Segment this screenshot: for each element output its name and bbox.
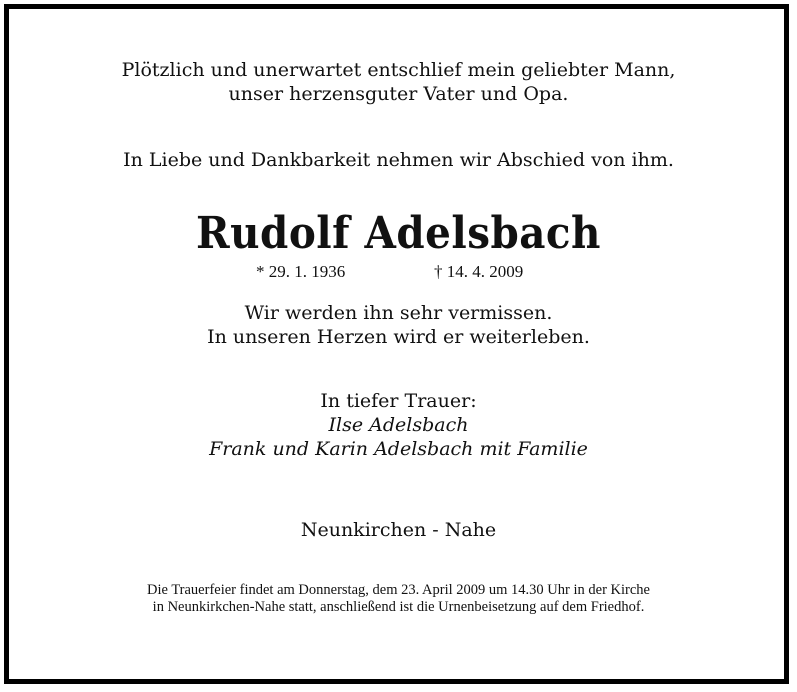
death-date: † 14. 4. 2009 — [434, 262, 524, 281]
farewell-text — [0, 148, 797, 172]
remembrance-text — [0, 301, 797, 349]
intro-line-2: unser herzensguter Vater und Opa. — [228, 83, 569, 105]
signer-1: Ilse Adelsbach — [328, 414, 469, 436]
service-line-2: in Neunkirkchen-Nahe statt, anschließend ist die Urnenbeisetzung auf dem Friedhof. — [152, 599, 645, 615]
mourning-heading: In tiefer Trauer: — [320, 390, 477, 412]
birth-date: * 29. 1. 1936 — [256, 262, 346, 281]
place-name: Neunkirchen - Nahe — [300, 519, 497, 541]
remembrance-line-1: Wir werden ihn sehr vermissen. — [244, 302, 553, 324]
signer-2: Frank und Karin Adelsbach mit Familie — [209, 438, 588, 460]
deceased-name: Rudolf Adelsbach — [196, 208, 601, 259]
remembrance-line-2: In unseren Herzen wird er weiterleben. — [207, 326, 590, 348]
service-info — [0, 582, 797, 616]
mourning-section — [0, 389, 797, 461]
intro-line-1: Plötzlich und unerwartet entschlief mein geliebter Mann, — [121, 59, 676, 81]
service-line-1: Die Trauerfeier findet am Donnerstag, dem 23. April 2009 um 14.30 Uhr in der Kirche — [147, 582, 650, 598]
farewell-line: In Liebe und Dankbarkeit nehmen wir Abschied von ihm. — [123, 149, 674, 171]
intro-text — [0, 58, 797, 106]
